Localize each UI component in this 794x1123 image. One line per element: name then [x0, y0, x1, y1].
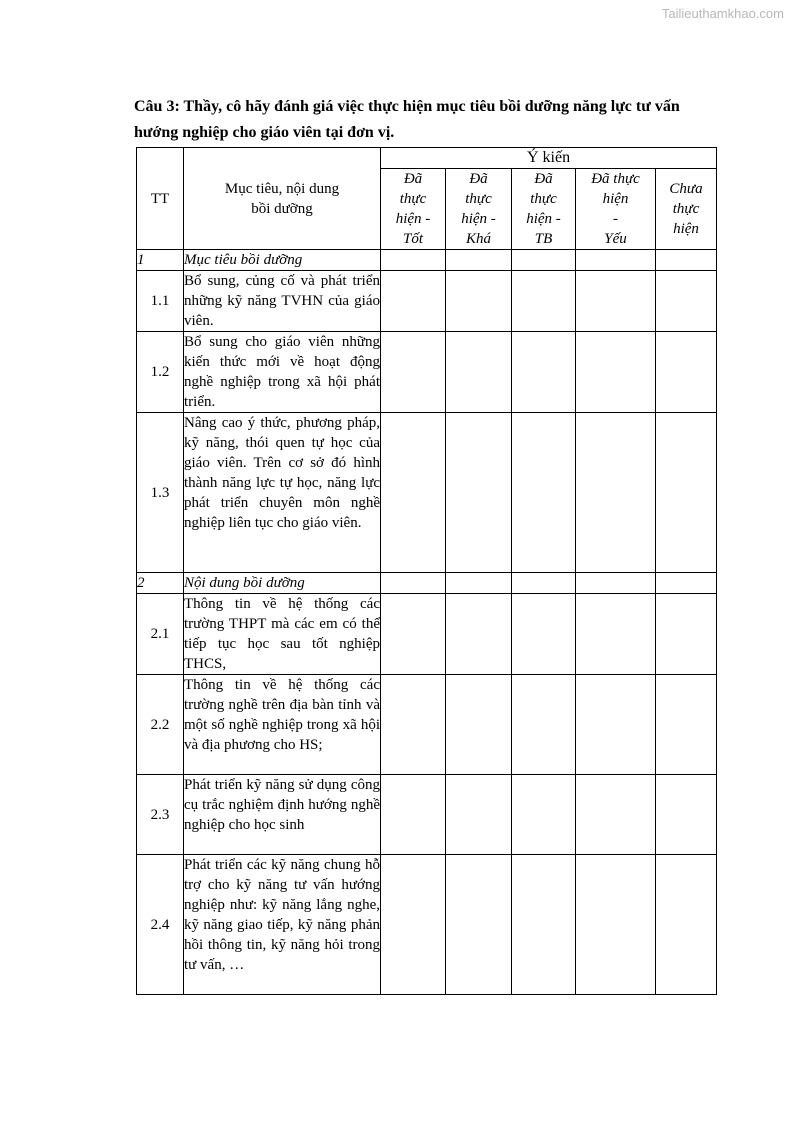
table-row: [137, 775, 717, 855]
table-row: [137, 594, 717, 675]
rating-cell[interactable]: [381, 250, 446, 271]
rating-cell[interactable]: [576, 855, 656, 995]
header-row-1: [137, 148, 717, 169]
table-row: [137, 855, 717, 995]
row-tt: 1: [137, 250, 184, 271]
table-row-section-1: [137, 250, 717, 271]
header-tt: TT: [137, 148, 184, 250]
rating-cell[interactable]: [512, 573, 576, 594]
rating-cell[interactable]: [512, 332, 576, 413]
table-row: [137, 271, 717, 332]
rating-cell[interactable]: [576, 775, 656, 855]
rating-cell[interactable]: [381, 271, 446, 332]
rating-cell[interactable]: [576, 413, 656, 573]
rating-cell[interactable]: [576, 573, 656, 594]
row-text: Phát triển kỹ năng sử dụng công cụ trắc nghiệm định hướng nghề nghiệp cho học sinh: [184, 775, 381, 855]
rating-cell[interactable]: [576, 271, 656, 332]
rating-cell[interactable]: [446, 413, 512, 573]
rating-cell[interactable]: [446, 271, 512, 332]
row-tt: 2.1: [137, 594, 184, 675]
rating-cell[interactable]: [446, 250, 512, 271]
row-tt: 2: [137, 573, 184, 594]
rating-cell[interactable]: [656, 675, 717, 775]
table-row: [137, 413, 717, 573]
watermark: Tailieuthamkhao.com: [661, 6, 784, 21]
rating-cell[interactable]: [381, 594, 446, 675]
rating-cell[interactable]: [512, 413, 576, 573]
table-row: [137, 675, 717, 775]
header-goal-line1: Mục tiêu, nội dung: [224, 180, 340, 197]
rating-cell[interactable]: [576, 332, 656, 413]
header-opinion-good: Đã thực hiện - Tốt: [381, 169, 446, 250]
section-title: Nội dung bồi dưỡng: [184, 573, 381, 594]
rating-cell[interactable]: [512, 855, 576, 995]
rating-cell[interactable]: [381, 332, 446, 413]
row-text: Nâng cao ý thức, phương pháp, kỹ năng, thói quen tự học của giáo viên. Trên cơ sở đó hình thành năng lực tự học, năng lực phát triển chuyên môn nghề nghiệp liên tục cho giáo viên.: [184, 413, 381, 573]
row-tt: 1.1: [137, 271, 184, 332]
rating-cell[interactable]: [381, 675, 446, 775]
header-opinion-fair: Đã thực hiện - Khá: [446, 169, 512, 250]
row-tt: 1.3: [137, 413, 184, 573]
rating-cell[interactable]: [656, 413, 717, 573]
rating-cell[interactable]: [446, 594, 512, 675]
rating-cell[interactable]: [381, 855, 446, 995]
header-opinion-not-done: Chưa thực hiện: [656, 169, 717, 250]
rating-cell[interactable]: [512, 675, 576, 775]
rating-cell[interactable]: [512, 775, 576, 855]
rating-cell[interactable]: [512, 271, 576, 332]
section-title: Mục tiêu bồi dưỡng: [184, 250, 381, 271]
rating-cell[interactable]: [576, 675, 656, 775]
rating-cell[interactable]: [576, 594, 656, 675]
row-text: Bổ sung, củng cố và phát triển những kỹ năng TVHN của giáo viên.: [184, 271, 381, 332]
rating-cell[interactable]: [656, 250, 717, 271]
rating-cell[interactable]: [446, 675, 512, 775]
row-text: Thông tin về hệ thống các trường nghề trên địa bàn tỉnh và một số nghề nghiệp trong xã hội và địa phương cho HS;: [184, 675, 381, 775]
header-goal-line2: bồi dưỡng: [251, 200, 313, 217]
rating-cell[interactable]: [656, 775, 717, 855]
row-text: Bổ sung cho giáo viên những kiến thức mới về hoạt động nghề nghiệp trong xã hội phát triển.: [184, 332, 381, 413]
rating-cell[interactable]: [446, 573, 512, 594]
rating-cell[interactable]: [381, 573, 446, 594]
row-text: Phát triển các kỹ năng chung hỗ trợ cho kỹ năng tư vấn hướng nghiệp như: kỹ năng lắng nghe, kỹ năng giao tiếp, kỹ năng phản hồi thông tin, kỹ năng hỏi trong tư vấn, …: [184, 855, 381, 995]
rating-cell[interactable]: [656, 332, 717, 413]
rating-cell[interactable]: [446, 332, 512, 413]
row-tt: 1.2: [137, 332, 184, 413]
rating-cell[interactable]: [576, 250, 656, 271]
row-tt: 2.3: [137, 775, 184, 855]
rating-cell[interactable]: [446, 855, 512, 995]
rating-cell[interactable]: [656, 271, 717, 332]
header-opinion-average: Đã thực hiện - TB: [512, 169, 576, 250]
rating-cell[interactable]: [446, 775, 512, 855]
rating-cell[interactable]: [381, 775, 446, 855]
row-text: Thông tin về hệ thống các trường THPT mà các em có thể tiếp tục học sau tốt nghiệp THCS,: [184, 594, 381, 675]
row-tt: 2.2: [137, 675, 184, 775]
rating-cell[interactable]: [381, 413, 446, 573]
survey-table: [136, 147, 717, 995]
header-goal: [184, 148, 381, 250]
rating-cell[interactable]: [656, 573, 717, 594]
header-opinion-weak: Đã thực hiện - Yếu: [576, 169, 656, 250]
header-opinion: Ý kiến: [381, 148, 717, 169]
rating-cell[interactable]: [512, 250, 576, 271]
table-row-section-2: [137, 573, 717, 594]
rating-cell[interactable]: [512, 594, 576, 675]
question-text: Câu 3: Thầy, cô hãy đánh giá việc thực hiện mục tiêu bồi dưỡng năng lực tư vấn hướng nghiệp cho giáo viên tại đơn vị.: [134, 98, 680, 141]
rating-cell[interactable]: [656, 855, 717, 995]
rating-cell[interactable]: [656, 594, 717, 675]
table-row: [137, 332, 717, 413]
row-tt: 2.4: [137, 855, 184, 995]
